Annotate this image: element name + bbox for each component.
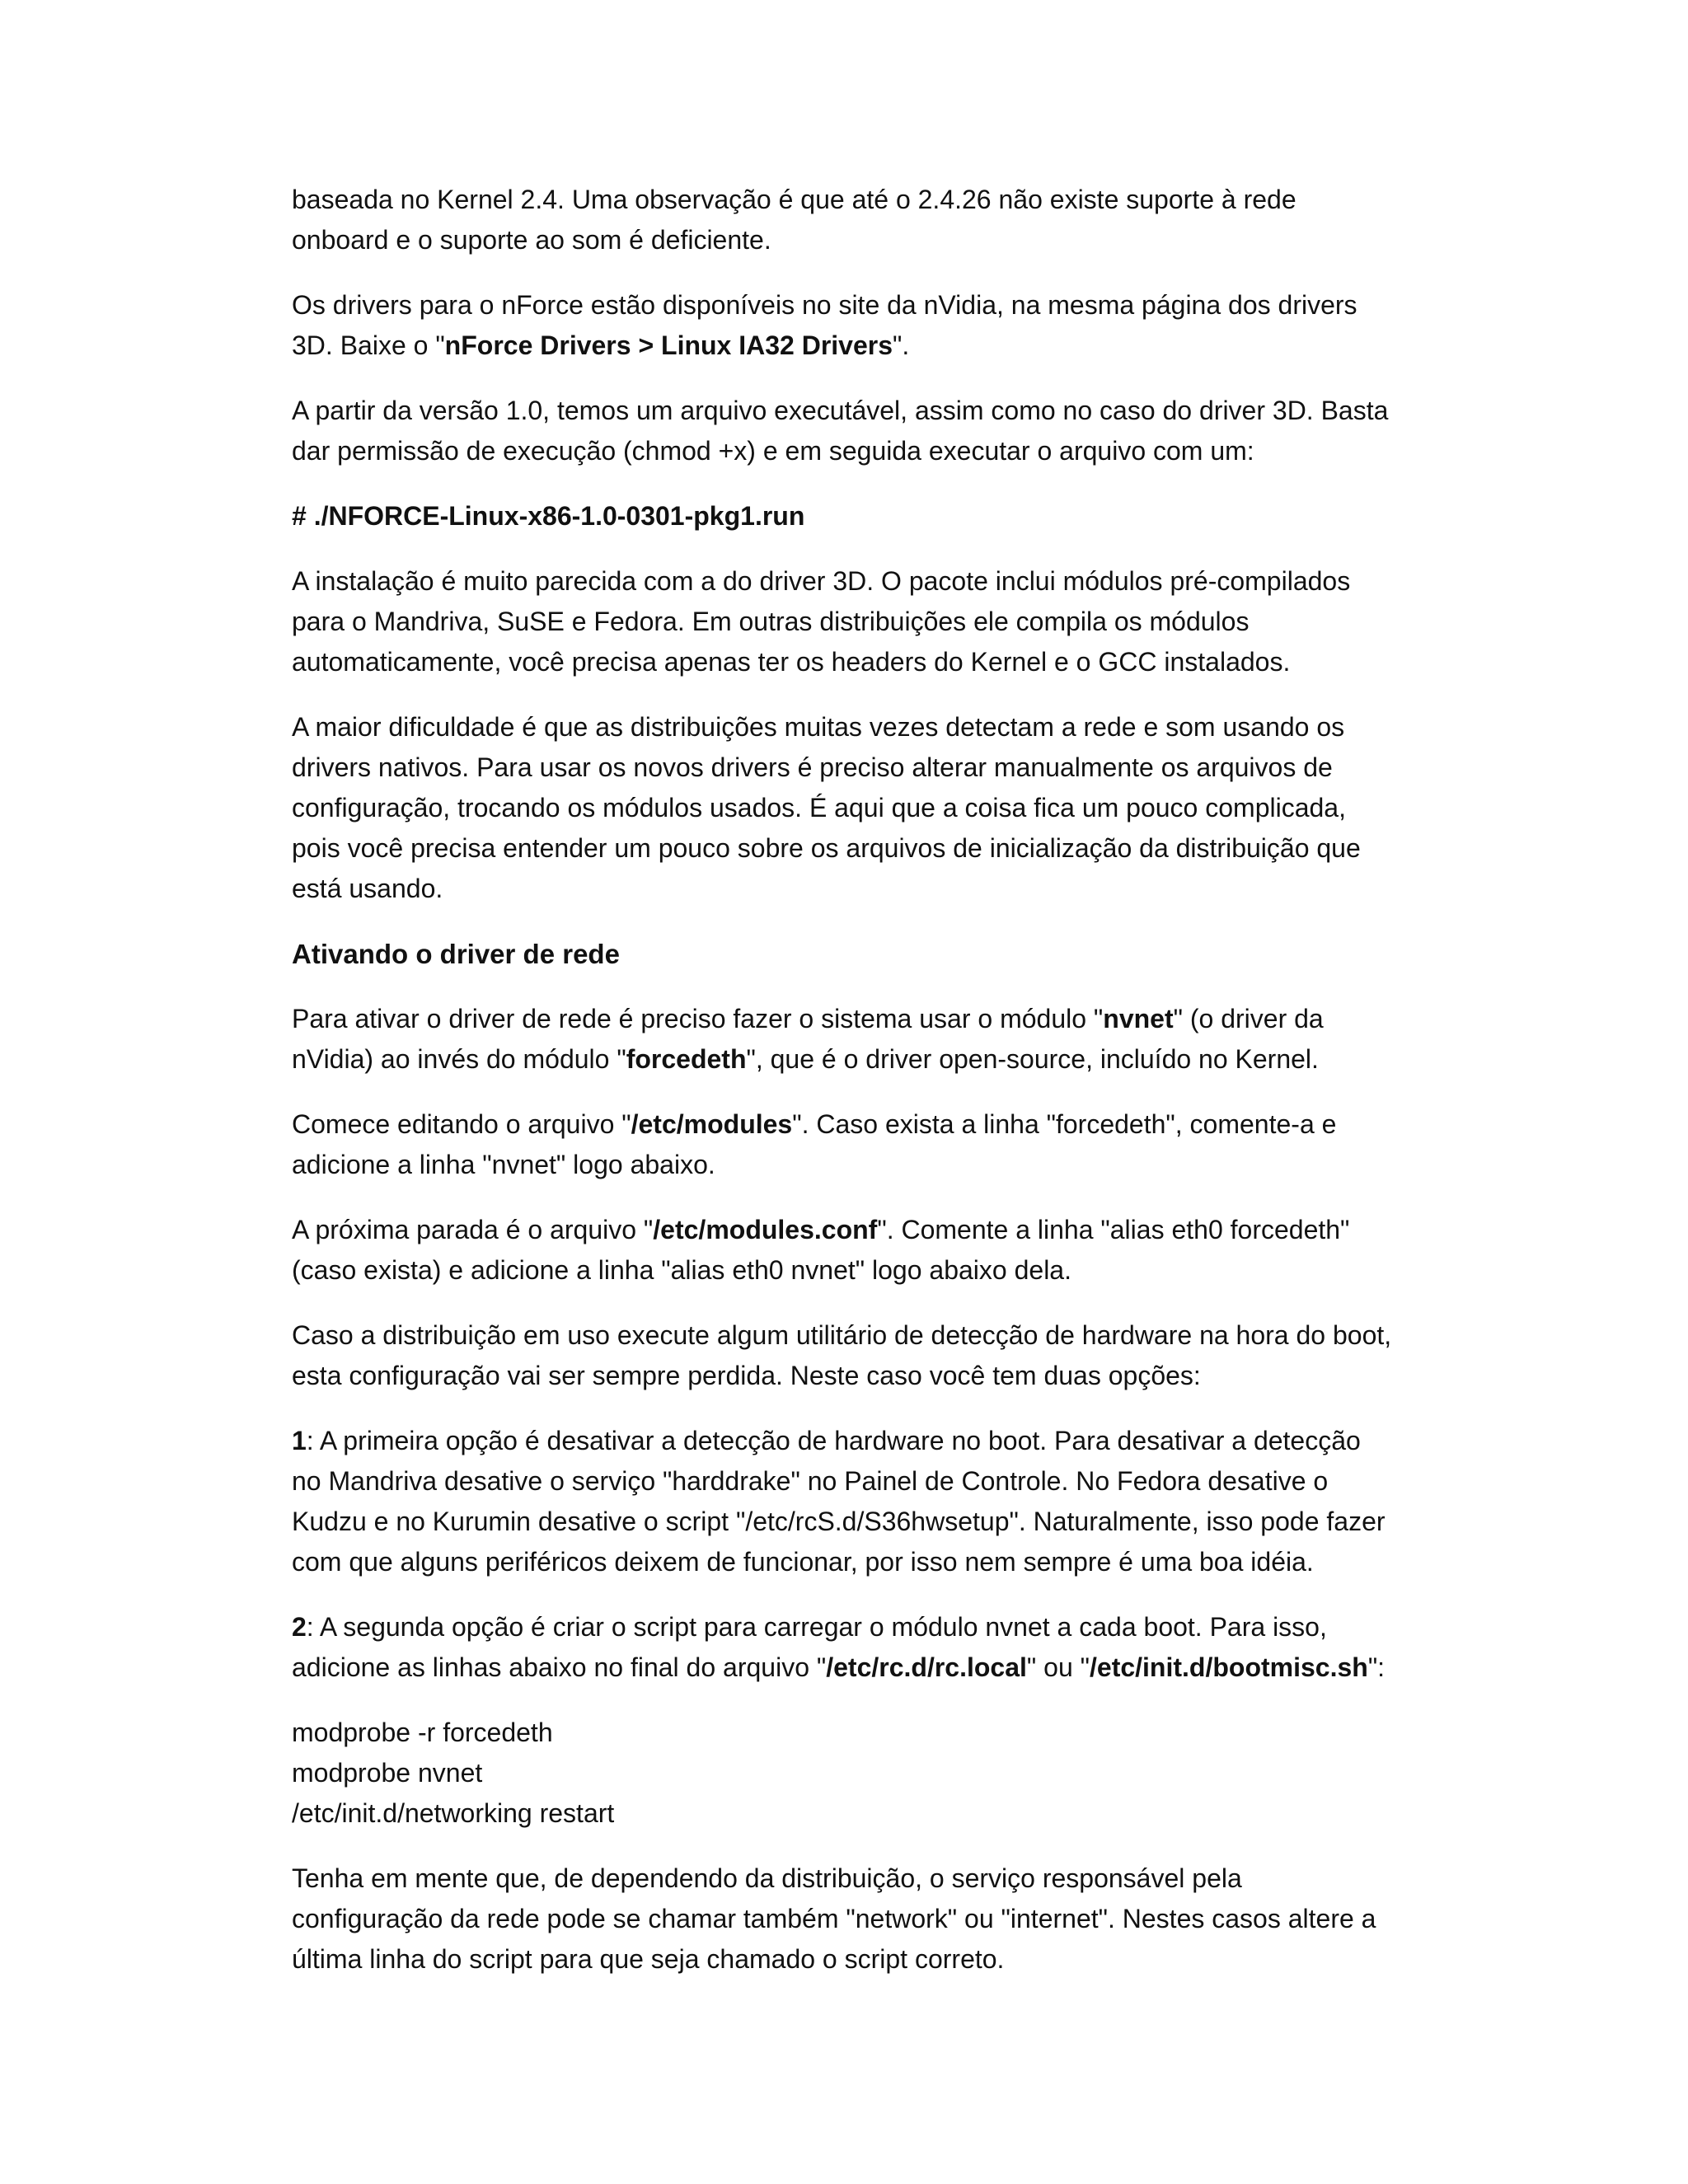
text-span: " (o driver da nVidia) ao invés do módulo " — [292, 1004, 1324, 1074]
paragraph-option-1 — [292, 1421, 1396, 1582]
text-span: : A primeira opção é desativar a detecção de hardware no boot. Para desativar a detecção no Mandriva desative o serviço "harddrake" no Painel de Controle. No Fedora desative o Kudzu e no Kurumin desative o script "/etc/rcS.d/S36hwsetup". Naturalmente, isso pode fazer com que alguns periféricos deixem de funcionar, por isso nem sempre é uma boa idéia. — [292, 1426, 1386, 1577]
bold-text: nvnet — [1103, 1004, 1174, 1033]
bold-text: /etc/rc.d/rc.local — [826, 1652, 1027, 1682]
paragraph-option-2 — [292, 1607, 1396, 1688]
command-text: # ./NFORCE-Linux-x86-1.0-0301-pkg1.run — [292, 501, 805, 531]
text-span: ". Caso exista a linha "forcedeth", comente-a e adicione a linha "nvnet" logo abaixo. — [292, 1109, 1337, 1179]
text-span: ". Comente a linha "alias eth0 forcedeth" (caso exista) e adicione a linha "alias eth0 nvnet" logo abaixo dela. — [292, 1215, 1350, 1285]
code-block — [292, 1713, 1396, 1834]
text-span: Para ativar o driver de rede é preciso fazer o sistema usar o módulo " — [292, 1004, 1104, 1033]
paragraph-installation: A instalação é muito parecida com a do driver 3D. O pacote inclui módulos pré-compilados para o Mandriva, SuSE e Fedora. Em outras distribuições ele compila os módulos automaticamente, você precisa apenas ter os headers do Kernel e o GCC instalados. — [292, 566, 1351, 677]
paragraph-driver-download — [292, 285, 1396, 366]
paragraph-executable: A partir da versão 1.0, temos um arquivo executável, assim como no caso do driver 3D. Basta dar permissão de execução (chmod +x) e em seguida executar o arquivo com um: — [292, 396, 1389, 466]
text-span: " ou " — [1026, 1652, 1090, 1682]
text-span: ": — [1367, 1652, 1386, 1682]
text-span: Os drivers para o nForce estão disponíveis no site da nVidia, na mesma página dos drivers 3D. Baixe o " — [292, 290, 1357, 360]
code-line: /etc/init.d/networking restart — [292, 1798, 615, 1828]
bold-text: nForce Drivers > Linux IA32 Drivers — [444, 330, 893, 360]
section-heading: Ativando o driver de rede — [292, 939, 620, 969]
paragraph-nvnet-module — [292, 999, 1396, 1080]
document-page — [292, 180, 1396, 2004]
paragraph-etc-modules — [292, 1104, 1396, 1185]
bold-text: /etc/modules — [631, 1109, 793, 1139]
paragraph-kernel-note: baseada no Kernel 2.4. Uma observação é que até o 2.4.26 não existe suporte à rede onboard e o suporte ao som é deficiente. — [292, 185, 1296, 255]
paragraph-modules-conf — [292, 1210, 1396, 1291]
code-line: modprobe nvnet — [292, 1758, 483, 1788]
bold-text: 1 — [292, 1426, 307, 1455]
bold-text: 2 — [292, 1612, 307, 1642]
command-line — [292, 496, 1396, 537]
bold-text: /etc/init.d/bootmisc.sh — [1090, 1652, 1368, 1682]
text-span: : A segunda opção é criar o script para carregar o módulo nvnet a cada boot. Para isso, adicione as linhas abaixo no final do arquivo " — [292, 1612, 1327, 1682]
code-line: modprobe -r forcedeth — [292, 1718, 553, 1747]
paragraph-hardware-detection: Caso a distribuição em uso execute algum utilitário de detecção de hardware na hora do boot, esta configuração vai ser sempre perdida. Neste caso você tem duas opções: — [292, 1320, 1392, 1390]
paragraph-network-service: Tenha em mente que, de dependendo da distribuição, o serviço responsável pela configuração da rede pode se chamar também "network" ou "internet". Nestes casos altere a última linha do script para que seja chamado o script correto. — [292, 1863, 1376, 1974]
paragraph-difficulty: A maior dificuldade é que as distribuições muitas vezes detectam a rede e som usando os drivers nativos. Para usar os novos drivers é preciso alterar manualmente os arquivos de configuração, trocando os módulos usados. É aqui que a coisa fica um pouco complicada, pois você precisa entender um pouco sobre os arquivos de inicialização da distribuição que está usando. — [292, 712, 1361, 903]
text-span: ". — [893, 330, 910, 360]
text-span: A próxima parada é o arquivo " — [292, 1215, 654, 1244]
bold-text: /etc/modules.conf — [653, 1215, 878, 1244]
text-span: Comece editando o arquivo " — [292, 1109, 631, 1139]
bold-text: forcedeth — [626, 1044, 747, 1074]
text-span: ", que é o driver open-source, incluído no Kernel. — [746, 1044, 1319, 1074]
